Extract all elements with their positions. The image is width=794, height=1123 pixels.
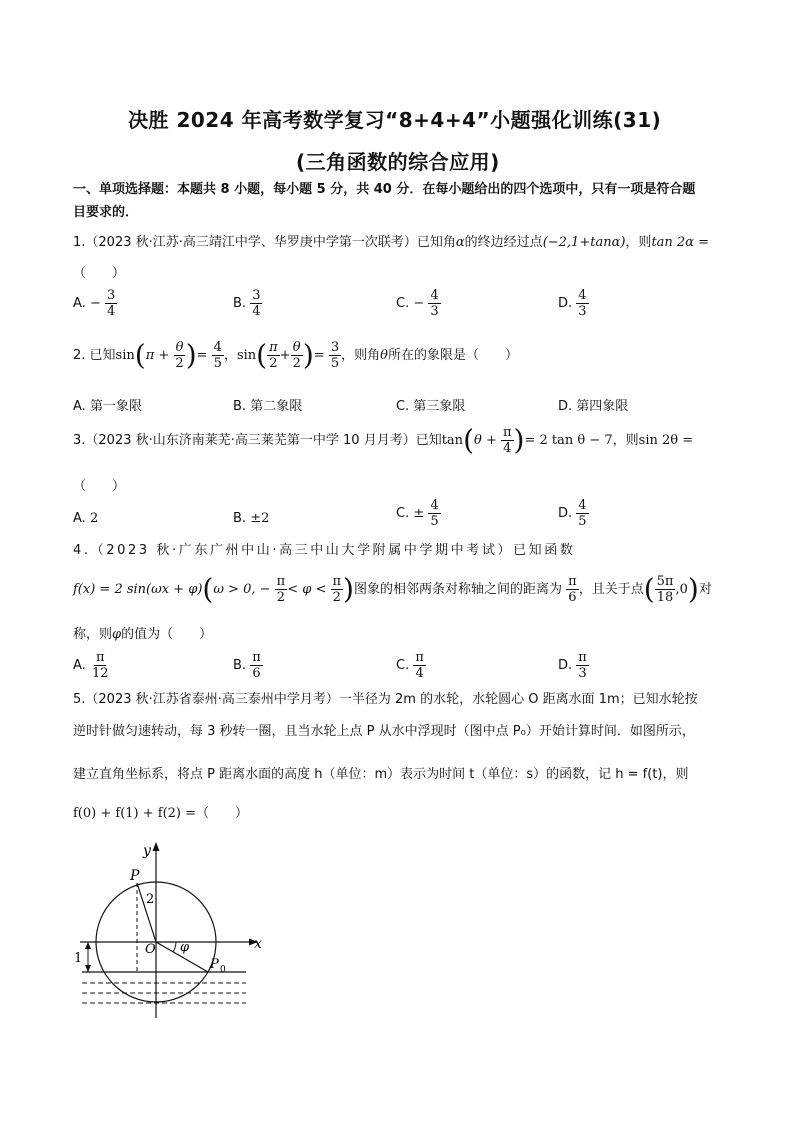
option-label: C. bbox=[396, 296, 410, 311]
option-text: 第三象限 bbox=[413, 399, 466, 414]
q2-frac-pi bbox=[267, 340, 280, 371]
q4-end: 对 bbox=[698, 582, 712, 597]
q4-frac-pi2b bbox=[331, 574, 344, 605]
frac-den: 4 bbox=[252, 304, 261, 319]
option-label: A. bbox=[73, 658, 86, 673]
option-text: 2 bbox=[89, 511, 99, 526]
option-text: 第二象限 bbox=[250, 399, 303, 414]
q4-mid2: ，且关于点 bbox=[578, 582, 644, 597]
q2-option-d[interactable] bbox=[558, 395, 628, 414]
paren: ) bbox=[185, 338, 197, 372]
q3-tan: tan bbox=[441, 433, 464, 448]
section-instructions: 一、单项选择题：本题共 8 小题，每小题 5 分，共 40 分．在每小题给出的四个选项中，只有一项是符合题 bbox=[73, 182, 696, 197]
frac-den: 5 bbox=[213, 356, 222, 371]
option-fraction bbox=[428, 288, 440, 319]
page-subtitle: (三角函数的综合应用) bbox=[296, 150, 500, 174]
q4-cond1: ω > 0, − bbox=[213, 582, 271, 597]
option-label: A. bbox=[73, 511, 86, 526]
option-fraction bbox=[250, 288, 262, 319]
q1-point: (−2,1+tanα) bbox=[542, 235, 626, 250]
q3-then: ，则 bbox=[612, 433, 639, 448]
frac-num: π bbox=[568, 574, 577, 589]
angle-arc bbox=[173, 942, 176, 952]
q4-option-b[interactable] bbox=[233, 650, 263, 681]
frac-den: 2 bbox=[332, 590, 341, 605]
frac-den: 5 bbox=[578, 514, 587, 529]
frac-num: π bbox=[332, 574, 342, 589]
option-label: D. bbox=[558, 399, 573, 414]
q2-eq: = bbox=[196, 348, 208, 363]
frac-den: 6 bbox=[568, 590, 577, 605]
frac-den: 2 bbox=[175, 356, 184, 371]
option-fraction bbox=[250, 650, 263, 681]
q5-line3: 建立直角坐标系，将点 P 距离水面的高度 h（单位：m）表示为时间 t（单位：s）的函数，记 h = f(t)，则 bbox=[73, 767, 689, 782]
q2-pi: π + bbox=[145, 348, 170, 363]
q4-option-c[interactable] bbox=[396, 650, 426, 681]
option-label: A. bbox=[73, 296, 86, 311]
q2-sin2: sin bbox=[236, 348, 257, 363]
radius-label: 2 bbox=[146, 892, 155, 907]
frac-num: 3 bbox=[330, 340, 340, 355]
frac-num: π bbox=[95, 650, 105, 665]
height-label: 1 bbox=[74, 951, 83, 966]
option-fraction bbox=[105, 288, 117, 319]
paren: ( bbox=[202, 572, 214, 606]
frac-den: 2 bbox=[292, 356, 301, 371]
frac-num: π bbox=[503, 425, 512, 440]
frac-num: 4 bbox=[578, 288, 587, 303]
frac-den: 4 bbox=[106, 304, 116, 319]
frac-den: 12 bbox=[91, 666, 109, 681]
option-text: 第一象限 bbox=[89, 399, 142, 414]
paren: ( bbox=[134, 338, 146, 372]
q2-option-c[interactable] bbox=[396, 395, 465, 414]
paren: ( bbox=[256, 338, 268, 372]
frac-num: θ bbox=[292, 340, 301, 355]
page-title: 决胜 2024 年高考数学复习“8+4+4”小题强化训练(31) bbox=[128, 108, 662, 132]
y-axis-arrow bbox=[153, 842, 160, 851]
section-instructions-cont: 目要求的． bbox=[73, 205, 139, 220]
frac-den: 3 bbox=[430, 304, 439, 319]
q2-suffix2: 所在的象限是（ ） bbox=[387, 348, 518, 363]
q4-lt: < φ < bbox=[287, 582, 327, 597]
question-2 bbox=[73, 340, 518, 371]
q4-fx: f(x) = 2 sin(ωx + φ) bbox=[73, 582, 203, 597]
x-label: x bbox=[254, 936, 262, 952]
frac-den: 18 bbox=[656, 590, 674, 605]
paren: ) bbox=[513, 423, 525, 457]
frac-num: π bbox=[276, 574, 286, 589]
frac-num: 4 bbox=[430, 498, 439, 513]
q2-option-a[interactable] bbox=[73, 395, 142, 414]
p0-label: P bbox=[210, 957, 219, 972]
option-sign: − bbox=[413, 296, 425, 311]
q1-var: α bbox=[455, 235, 465, 250]
p0-subscript: 0 bbox=[220, 965, 226, 975]
q3-option-a[interactable] bbox=[73, 511, 98, 526]
frac-num: π bbox=[252, 650, 261, 665]
frac-num: 4 bbox=[578, 498, 587, 513]
q3-option-b[interactable] bbox=[233, 511, 269, 526]
option-text: 第四象限 bbox=[576, 399, 629, 414]
option-fraction bbox=[576, 498, 588, 529]
option-label: B. bbox=[233, 399, 247, 414]
water-wheel-figure bbox=[70, 835, 270, 1025]
frac-den: 2 bbox=[276, 590, 286, 605]
option-fraction bbox=[576, 650, 589, 681]
frac-num: 4 bbox=[430, 288, 439, 303]
frac-den: 3 bbox=[578, 666, 587, 681]
question-3 bbox=[73, 425, 693, 456]
q4-line3-text: 称，则 bbox=[73, 627, 113, 642]
o-label: O bbox=[145, 942, 156, 957]
option-label: D. bbox=[558, 506, 573, 521]
q3-rhs: = 2 tan θ − 7 bbox=[524, 433, 613, 448]
q3-frac-pi4 bbox=[501, 425, 514, 456]
option-fraction bbox=[428, 498, 440, 529]
option-label: A. bbox=[73, 399, 86, 414]
q4-frac-pi2 bbox=[275, 574, 288, 605]
height-arrow-down bbox=[85, 965, 91, 972]
q4-mid: 图象的相邻两条对称轴之间的距离为 bbox=[353, 582, 562, 597]
q4-p-tail: ,0 bbox=[675, 582, 688, 597]
q3-option-c[interactable] bbox=[396, 498, 441, 529]
option-sign: ± bbox=[413, 506, 425, 521]
frac-den: 6 bbox=[252, 666, 261, 681]
q1-option-a[interactable] bbox=[73, 288, 117, 319]
option-label: D. bbox=[558, 296, 573, 311]
paren: ( bbox=[643, 572, 655, 606]
frac-den: 5 bbox=[430, 514, 439, 529]
q1-text: 1.（2023 秋·江苏·高三靖江中学、华罗庚中学第一次联考）已知角 bbox=[73, 235, 456, 250]
frac-num: θ bbox=[175, 340, 184, 355]
q2-frac-r1 bbox=[212, 340, 224, 371]
frac-num: 5π bbox=[656, 574, 674, 589]
q2-eq2: = bbox=[313, 348, 325, 363]
q1-target: tan 2α = bbox=[651, 235, 709, 250]
q2-comma: ， bbox=[223, 348, 237, 363]
q2-frac-theta2 bbox=[291, 340, 303, 371]
option-text: ±2 bbox=[250, 511, 270, 526]
q5-line2: 逆时针做匀速转动，每 3 秒转一圈，且当水轮上点 P 从水中浮现时（图中点 P₀）开始计算时间．如图所示， bbox=[73, 724, 695, 739]
frac-num: π bbox=[578, 650, 587, 665]
paren: ) bbox=[687, 572, 699, 606]
q4-frac-p bbox=[655, 574, 676, 605]
frac-den: 2 bbox=[269, 356, 278, 371]
q2-theta: θ bbox=[380, 348, 388, 363]
q1-end: ，则 bbox=[625, 235, 652, 250]
question-4: 4.（2023 秋·广东广州中山·高三中山大学附属中学期中考试）已知函数 bbox=[73, 543, 576, 558]
q3-blank: （ ） bbox=[73, 479, 126, 494]
option-label: B. bbox=[233, 511, 247, 526]
frac-den: 4 bbox=[415, 666, 424, 681]
option-fraction bbox=[413, 650, 426, 681]
option-label: C. bbox=[396, 506, 410, 521]
option-label: C. bbox=[396, 399, 410, 414]
q5-line4: f(0) + f(1) + f(2) =（ ） bbox=[73, 806, 249, 821]
q2-plus: + bbox=[279, 348, 291, 363]
q4-frac-d bbox=[566, 574, 579, 605]
q1-option-b[interactable] bbox=[233, 288, 262, 319]
q3-option-d[interactable] bbox=[558, 498, 589, 529]
option-label: D. bbox=[558, 658, 573, 673]
q2-suffix: ，则角 bbox=[341, 348, 381, 363]
q3-theta-plus: θ + bbox=[474, 433, 497, 448]
q2-option-b[interactable] bbox=[233, 395, 302, 414]
q2-sin: sin bbox=[115, 348, 135, 363]
q4-line3b: 的值为（ ） bbox=[121, 627, 213, 642]
option-fraction bbox=[576, 288, 588, 319]
q2-frac-theta bbox=[173, 340, 185, 371]
paren: ( bbox=[463, 423, 474, 457]
q3-target: sin 2θ = bbox=[638, 433, 694, 448]
q4-line3 bbox=[73, 627, 212, 643]
q2-prefix: 2. 已知 bbox=[73, 348, 116, 363]
frac-den: 3 bbox=[578, 304, 587, 319]
frac-num: π bbox=[269, 340, 278, 355]
q4-phi: φ bbox=[112, 627, 122, 642]
option-sign: − bbox=[89, 296, 101, 311]
q1-blank: （ ） bbox=[73, 266, 126, 281]
q4-formula-line bbox=[73, 574, 712, 605]
q3-text: 3.（2023 秋·山东济南莱芜·高三莱芜第一中学 10 月月考）已知 bbox=[73, 433, 442, 448]
frac-num: 3 bbox=[106, 288, 116, 303]
q2-frac-r2 bbox=[329, 340, 341, 371]
frac-num: π bbox=[415, 650, 424, 665]
q1-option-c[interactable] bbox=[396, 288, 441, 319]
paren: ) bbox=[302, 338, 314, 372]
option-label: C. bbox=[396, 658, 410, 673]
frac-den: 4 bbox=[503, 441, 512, 456]
height-arrow-up bbox=[85, 942, 91, 949]
y-label: y bbox=[143, 843, 151, 859]
question-5: 5.（2023 秋·江苏省泰州·高三泰州中学月考）一半径为 2m 的水轮，水轮圆心 O 距离水面 1m；已知水轮按 bbox=[73, 692, 698, 707]
frac-den: 5 bbox=[330, 356, 340, 371]
option-fraction bbox=[90, 650, 111, 681]
option-label: B. bbox=[233, 296, 247, 311]
question-1 bbox=[73, 235, 709, 251]
phi-label: φ bbox=[180, 940, 190, 955]
q4-option-a[interactable] bbox=[73, 650, 110, 681]
q4-option-d[interactable] bbox=[558, 650, 589, 681]
q1-option-d[interactable] bbox=[558, 288, 589, 319]
paren: ) bbox=[343, 572, 354, 606]
option-label: B. bbox=[233, 658, 247, 673]
frac-num: 4 bbox=[213, 340, 222, 355]
q1-mid: 的终边经过点 bbox=[464, 235, 543, 250]
frac-num: 3 bbox=[252, 288, 261, 303]
p-label: P bbox=[130, 868, 140, 884]
